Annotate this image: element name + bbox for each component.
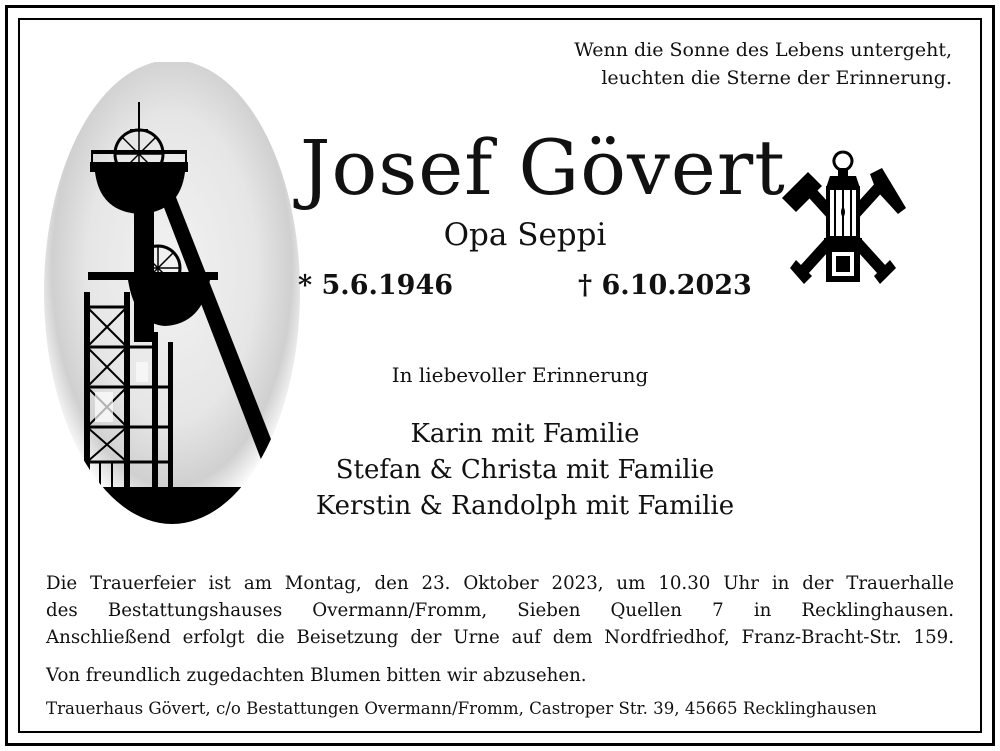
poem-line-1: Wenn die Sonne des Lebens untergeht, bbox=[574, 39, 952, 61]
memory-phrase: In liebevoller Erinnerung bbox=[391, 363, 649, 387]
poem-quote bbox=[532, 36, 952, 92]
flowers-note: Von freundlich zugedachten Blumen bitten wir abzusehen. bbox=[46, 665, 587, 686]
mourner-line: Karin mit Familie bbox=[410, 419, 640, 449]
ceremony-line-1: Die Trauerfeier ist am Montag, den 23. Oktober 2023, um 10.30 Uhr in der Trauerhalle bbox=[46, 573, 954, 594]
death-date: † 6.10.2023 bbox=[578, 270, 752, 301]
ceremony-line-2: des Bestattungshauses Overmann/Fromm, Sieben Quellen 7 in Recklinghausen. bbox=[46, 600, 954, 621]
ceremony-line-3: Anschließend erfolgt die Beisetzung der Urne auf dem Nordfriedhof, Franz-Bracht-Str. 159. bbox=[46, 627, 954, 648]
miner-emblem-image bbox=[778, 148, 908, 288]
ceremony-info bbox=[46, 570, 954, 651]
mourner-line: Kerstin & Randolph mit Familie bbox=[315, 491, 735, 521]
birth-date: * 5.6.1946 bbox=[298, 270, 454, 301]
poem-line-2: leuchten die Sterne der Erinnerung. bbox=[601, 67, 952, 89]
mourners-list bbox=[290, 416, 760, 524]
mourner-line: Stefan & Christa mit Familie bbox=[335, 455, 715, 485]
mine-headframe-image bbox=[40, 62, 302, 528]
deceased-nickname: Opa Seppi bbox=[443, 217, 607, 253]
deceased-name: Josef Gövert bbox=[300, 123, 786, 212]
mourning-house-address: Trauerhaus Gövert, c/o Bestattungen Overmann/Fromm, Castroper Str. 39, 45665 Recklinghausen bbox=[46, 699, 877, 718]
